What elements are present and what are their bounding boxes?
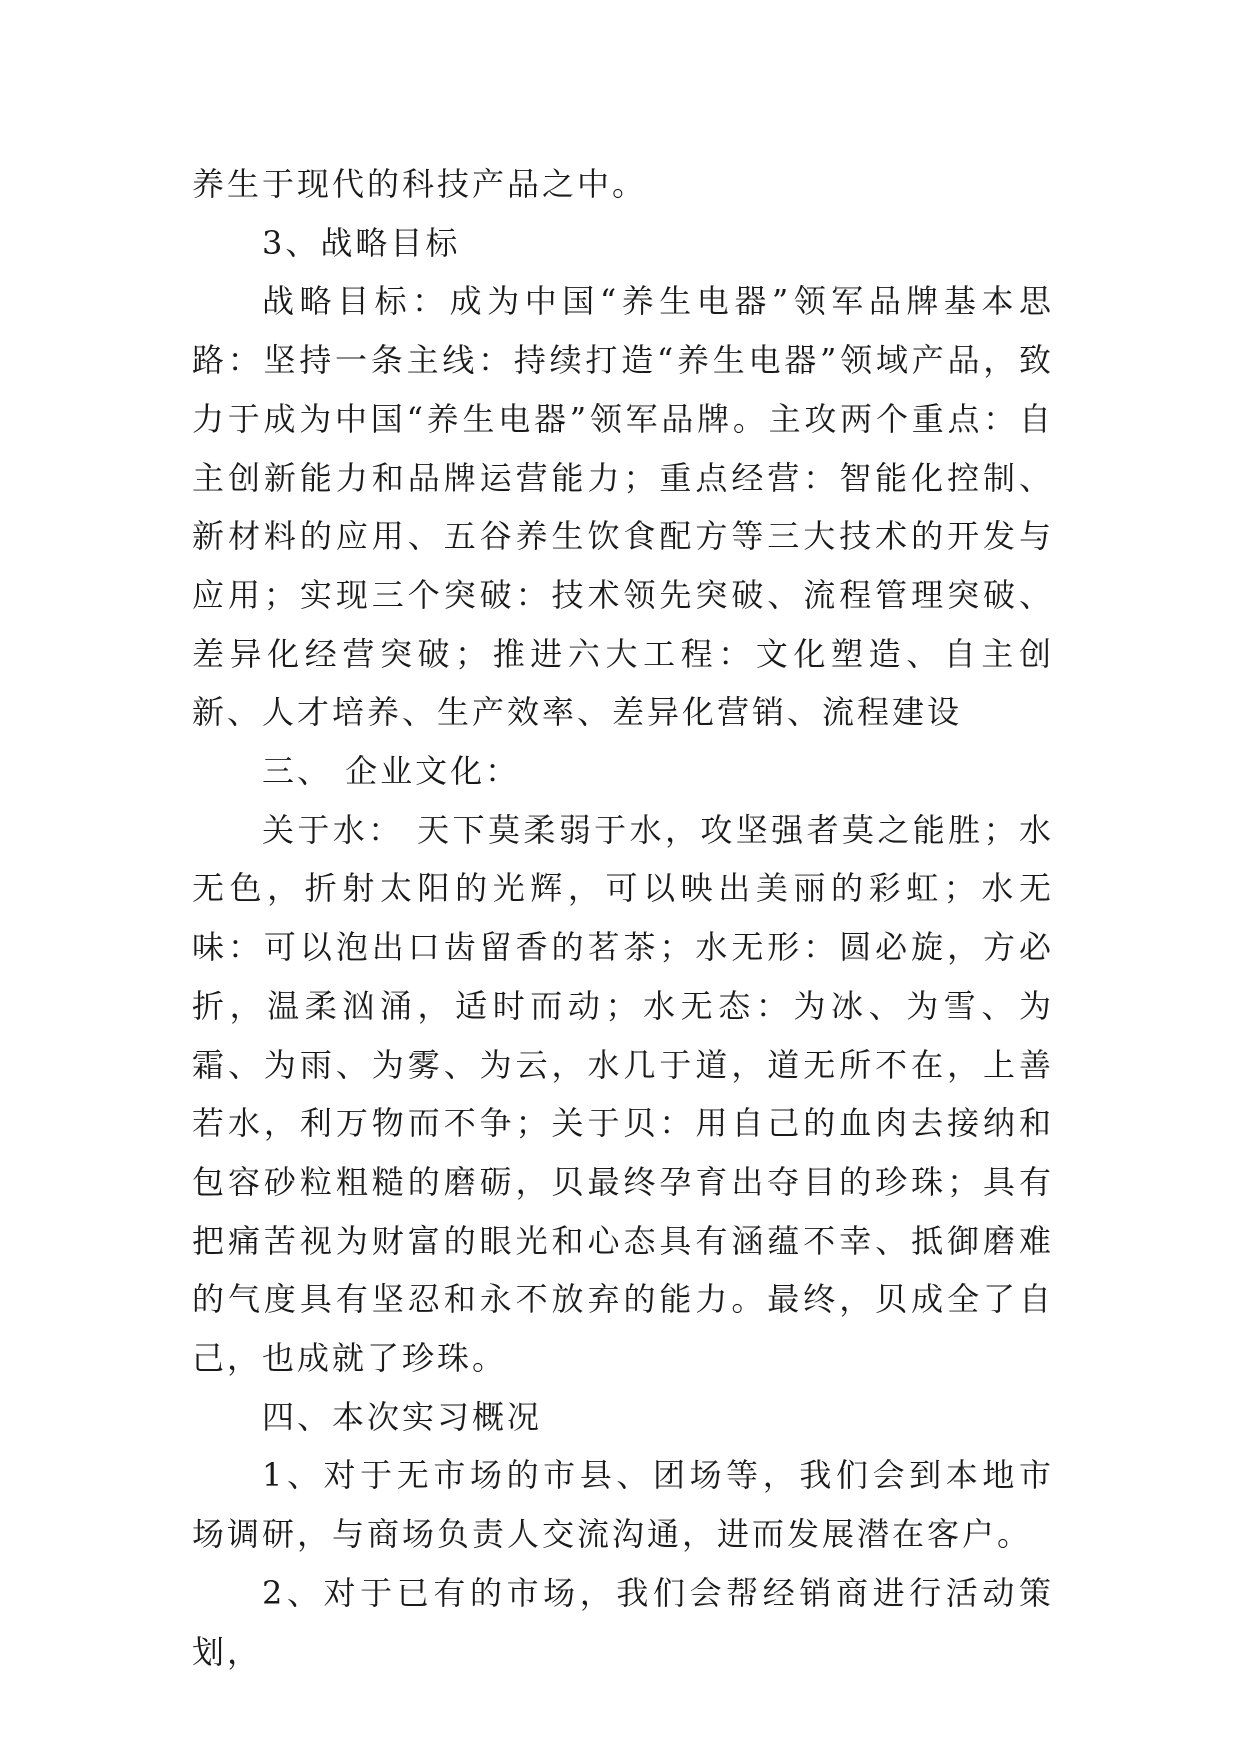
paragraph-water-and-shell: 关于水： 天下莫柔弱于水，攻坚强者莫之能胜；水无色，折射太阳的光辉，可以映出美丽的彩虹；水无味：可以泡出口齿留香的茗茶；水无形：圆必旋，方必折，温柔汹涌，适时而动；水无态：为冰、为雪、为霜、为雨、为雾、为云，水几于道，道无所不在，上善若水，利万物而不争；关于贝：用自己的血肉去接纳和包容砂粒粗糙的磨砺，贝最终孕育出夺目的珍珠；具有把痛苦视为财富的眼光和心态具有涵蕴不幸、抵御磨难的气度具有坚忍和永不放弃的能力。最终，贝成全了自己，也成就了珍珠。	[192, 810, 1054, 1378]
paragraph-continuation: 养生于现代的科技产品之中。	[192, 165, 648, 203]
document-body	[192, 155, 1054, 1681]
heading-strategic-goal: 3、战略目标	[262, 223, 461, 262]
paragraph-item-2: 2、对于已有的市场，我们会帮经销商进行活动策划，	[192, 1573, 1054, 1671]
paragraph-strategic-goal: 战略目标：成为中国“养生电器”领军品牌基本思路：坚持一条主线：持续打造“养生电器”领域产品，致力于成为中国“养生电器”领军品牌。主攻两个重点：自主创新能力和品牌运营能力；重点经营：智能化控制、新材料的应用、五谷养生饮食配方等三大技术的开发与应用；实现三个突破：技术领先突破、流程管理突破、差异化经营突破；推进六大工程：文化塑造、自主创新、人才培养、生产效率、差异化营销、流程建设	[192, 282, 1054, 732]
heading-corporate-culture: 三、 企业文化：	[262, 752, 521, 791]
paragraph-item-1: 1、对于无市场的市县、团场等，我们会到本地市场调研，与商场负责人交流沟通，进而发展潜在客户。	[192, 1456, 1054, 1554]
heading-internship-overview: 四、本次实习概况	[262, 1397, 543, 1436]
